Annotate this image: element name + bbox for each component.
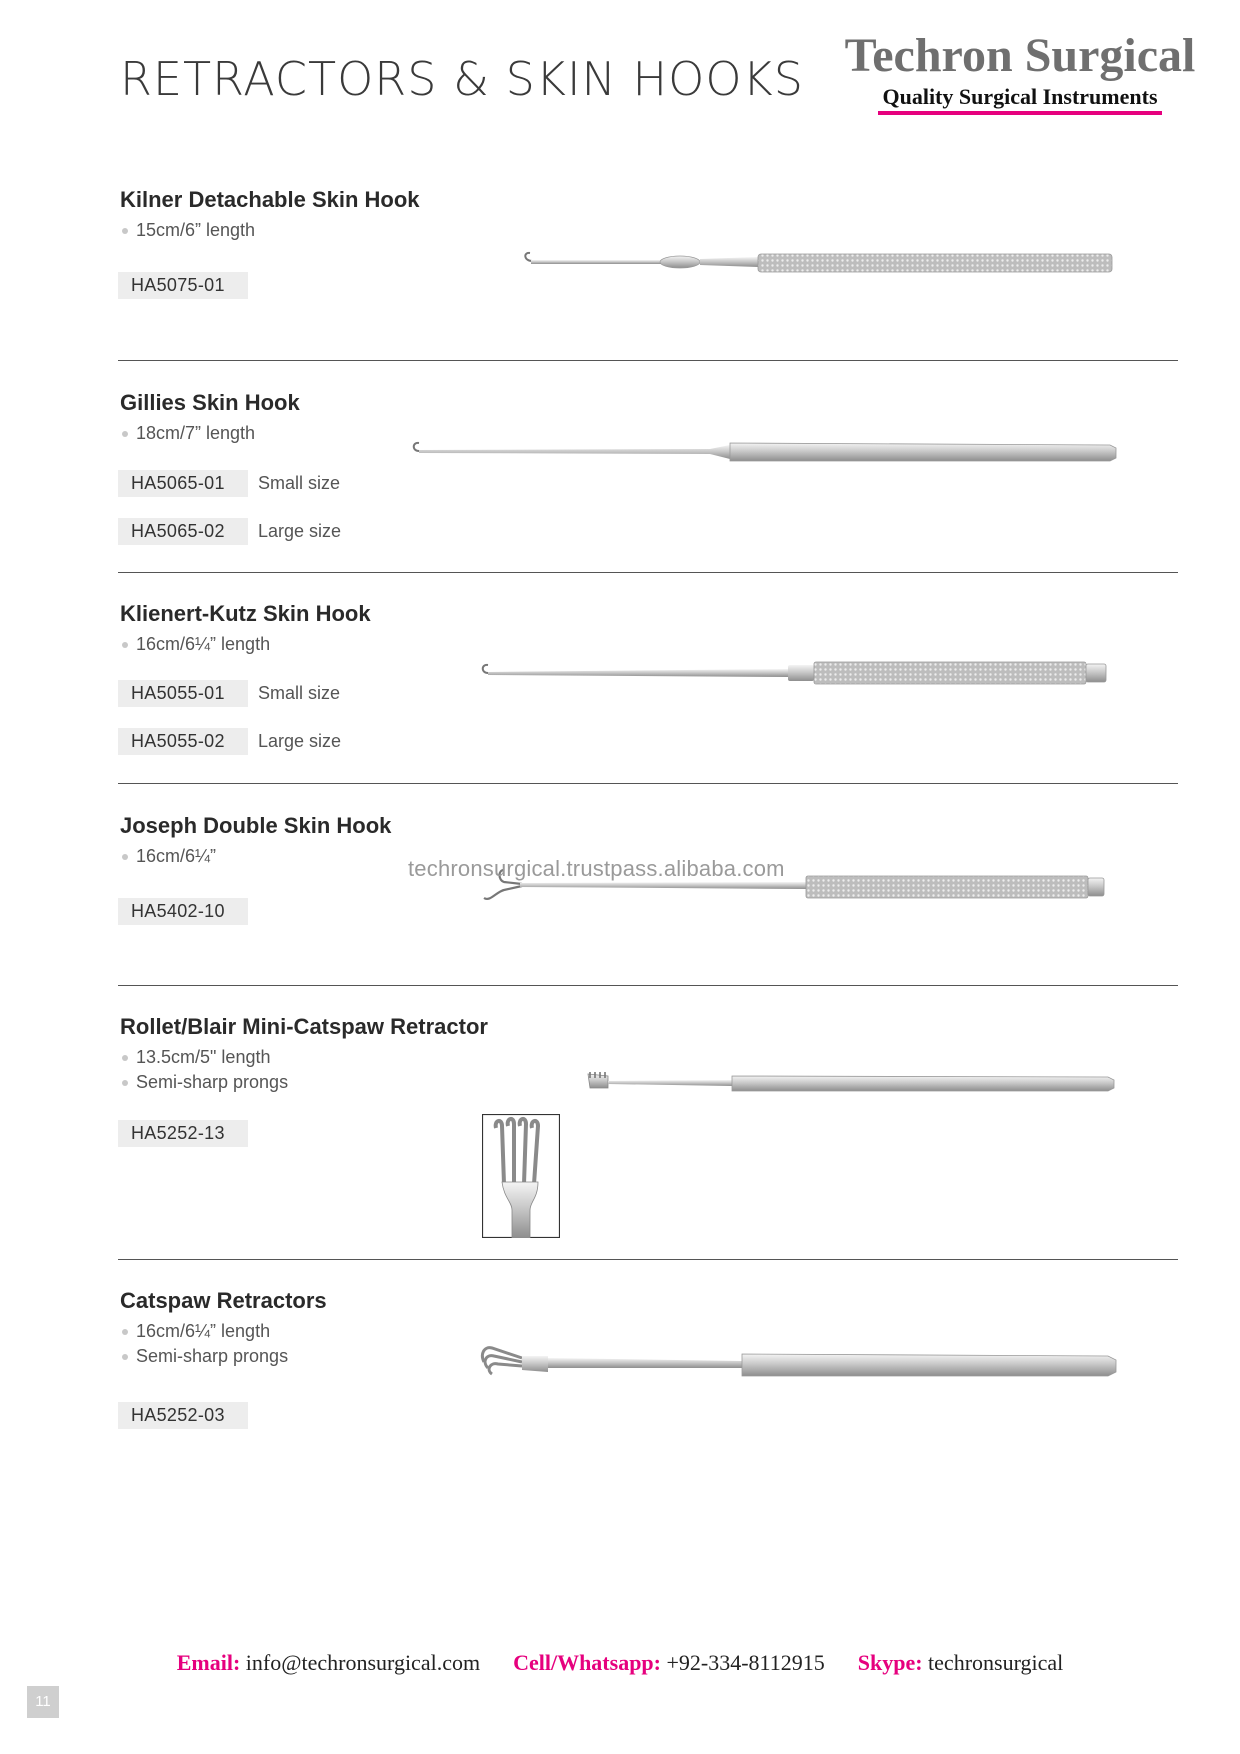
spec-list (120, 632, 1180, 657)
klienert-kutz-skin-hook-image (478, 657, 1118, 689)
prongs-detail-image (482, 1114, 560, 1238)
code-row (118, 680, 341, 707)
gillies-skin-hook-image (410, 437, 1120, 469)
product-code: HA5402-10 (118, 898, 248, 925)
spec-item: Semi-sharp prongs (120, 1344, 1180, 1369)
page-number: 11 (27, 1686, 59, 1718)
spec-item: 18cm/7” length (120, 421, 1180, 446)
product-name: Catspaw Retractors (120, 1288, 327, 1313)
spec-item: 15cm/6” length (120, 218, 1180, 243)
contact-footer (0, 1650, 1240, 1676)
product-code: HA5252-03 (118, 1402, 248, 1429)
mini-catspaw-retractor-image (582, 1066, 1122, 1102)
code-list (118, 898, 248, 946)
product-name: Kilner Detachable Skin Hook (120, 187, 420, 212)
phone-label: Cell/Whatsapp: (513, 1650, 661, 1675)
product-code: HA5055-01 (118, 680, 248, 707)
page-title: RETRACTORS & SKIN HOOKS (120, 52, 804, 106)
product-code: HA5065-01 (118, 470, 248, 497)
product-code: HA5252-13 (118, 1120, 248, 1147)
product-name: Joseph Double Skin Hook (120, 813, 392, 838)
section-divider (118, 783, 1178, 784)
code-row (118, 518, 341, 545)
code-row (118, 272, 248, 299)
watermark: techronsurgical.trustpass.alibaba.com (408, 856, 785, 881)
product-kilner-detachable-skin-hook (120, 186, 1180, 295)
code-list (118, 1120, 248, 1168)
section-divider (118, 572, 1178, 573)
kilner-skin-hook-image (520, 248, 1120, 278)
product-name: Gillies Skin Hook (120, 390, 300, 415)
code-list (118, 272, 248, 320)
code-row (118, 1120, 248, 1147)
size-label: Large size (258, 521, 342, 541)
product-klienert-kutz-skin-hook (120, 600, 1180, 751)
spec-item: 16cm/6¼” (120, 844, 1180, 869)
code-list (118, 1402, 248, 1450)
code-row (118, 470, 341, 497)
spec-item: Semi-sharp prongs (120, 1070, 1180, 1095)
spec-item: 16cm/6¼” length (120, 1319, 1180, 1344)
code-row (118, 898, 248, 925)
code-list (118, 470, 341, 566)
size-label: Small size (258, 473, 341, 493)
section-divider (118, 985, 1178, 986)
size-label: Small size (258, 683, 341, 703)
product-name: Rollet/Blair Mini-Catspaw Retractor (120, 1014, 488, 1039)
code-row (118, 1402, 248, 1429)
email-label: Email: (176, 1650, 241, 1675)
code-row (118, 728, 341, 755)
phone-number[interactable]: +92-334-8112915 (666, 1650, 825, 1675)
skype-label: Skype: (857, 1650, 923, 1675)
product-code: HA5065-02 (118, 518, 248, 545)
product-code: HA5055-02 (118, 728, 248, 755)
brand-name: Techron Surgical (844, 29, 1196, 82)
product-code: HA5075-01 (118, 272, 248, 299)
catspaw-retractor-image (478, 1334, 1118, 1384)
brand-tagline: Quality Surgical Instruments (878, 84, 1161, 115)
email-address[interactable]: info@techronsurgical.com (245, 1650, 481, 1675)
spec-item: 13.5cm/5" length (120, 1045, 1180, 1070)
code-list (118, 680, 341, 776)
section-divider (118, 1259, 1178, 1260)
skype-handle[interactable]: techronsurgical (928, 1650, 1064, 1675)
spec-item: 16cm/6¼” length (120, 632, 1180, 657)
size-label: Large size (258, 731, 342, 751)
spec-list (120, 218, 1180, 243)
product-name: Klienert-Kutz Skin Hook (120, 601, 371, 626)
brand-logo (820, 28, 1220, 115)
section-divider (118, 360, 1178, 361)
